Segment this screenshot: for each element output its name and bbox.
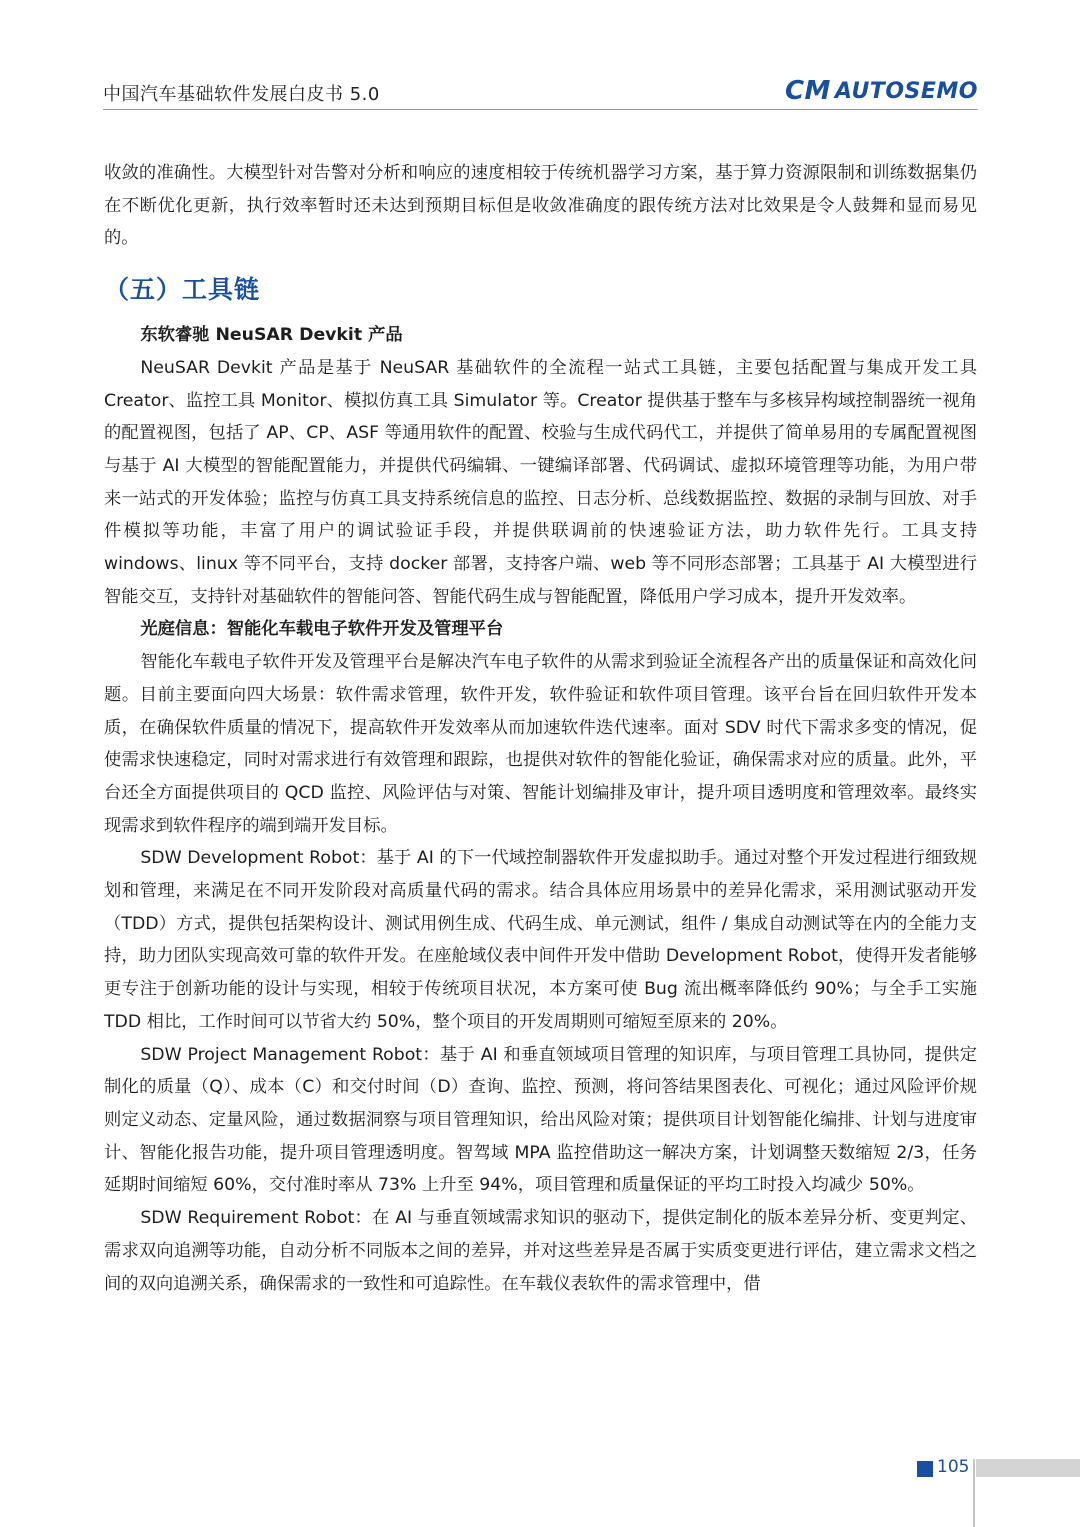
sub-heading-guangting: 光庭信息：智能化车载电子软件开发及管理平台	[140, 619, 504, 640]
paragraph-continuation: 收敛的准确性。大模型针对告警对分析和响应的速度相较于传统机器学习方案，基于算力资源限制和训练数据集仍在不断优化更新，执行效率暂时还未达到预期目标但是收敛准确度的跟传统方法对比效果是令人鼓舞和显而易见的。	[104, 163, 977, 249]
logo-text: AUTOSEMO	[834, 78, 978, 104]
page-number-marker	[917, 1461, 933, 1477]
section-heading: （五）工具链	[104, 275, 261, 305]
logo-mark: CM	[784, 76, 831, 106]
autosemo-logo	[785, 78, 978, 104]
footer-bar	[976, 1459, 1080, 1477]
page-header	[103, 76, 978, 110]
paragraph-development-robot: SDW Development Robot：基于 AI 的下一代域控制器软件开发虚拟助手。通过对整个开发过程进行细致规划和管理，来满足在不同开发阶段对高质量代码的需求。结合具体应用场景中的差异化需求，采用测试驱动开发（TDD）方式，提供包括架构设计、测试用例生成、代码生成、单元测试，组件 / 集成自动测试等在内的全能力支持，助力团队实现高效可靠的软件开发。在座舱域仪表中间件开发中借助 Development Robot，使得开发者能够更专注于创新功能的设计与实现，相较于传统项目状况，本方案可使 Bug 流出概率降低约 90%；与全手工实施 TDD 相比，工作时间可以节省大约 50%，整个项目的开发周期则可缩短至原来的 20%。	[104, 848, 977, 1032]
paragraph-project-management-robot: SDW Project Management Robot：基于 AI 和垂直领域项目管理的知识库，与项目管理工具协同，提供定制化的质量（Q）、成本（C）和交付时间（D）查询、监控、预测，将问答结果图表化、可视化；通过风险评价规则定义动态、定量风险，通过数据洞察与项目管理知识，给出风险对策；提供项目计划智能化编排、计划与进度审计、智能化报告功能，提升项目管理透明度。智驾域 MPA 监控借助这一解决方案，计划调整天数缩短 2/3，任务延期时间缩短 60%，交付准时率从 73% 上升至 94%，项目管理和质量保证的平均工时投入均减少 50%。	[104, 1044, 977, 1196]
paragraph-neusar: NeuSAR Devkit 产品是基于 NeuSAR 基础软件的全流程一站式工具链，主要包括配置与集成开发工具 Creator、监控工具 Monitor、模拟仿真工具 Simulator 等。Creator 提供基于整车与多核异构域控制器统一视角的配置视图，包括了 AP、CP、ASF 等通用软件的配置、校验与生成代码代工，并提供了简单易用的专属配置视图与基于 AI 大模型的智能配置能力，并提供代码编辑、一键编译部署、代码调试、虚拟环境管理等功能，为用户带来一站式的开发体验；监控与仿真工具支持系统信息的监控、日志分析、总线数据监控、数据的录制与回放、对手件模拟等功能，丰富了用户的调试验证手段，并提供联调前的快速验证方法，助力软件先行。工具支持 windows、linux 等不同平台，支持 docker 部署，支持客户端、web 等不同形态部署；工具基于 AI 大模型进行智能交互，支持针对基础软件的智能问答、智能代码生成与智能配置，降低用户学习成本，提升开发效率。	[104, 357, 977, 607]
header-title: 中国汽车基础软件发展白皮书 5.0	[103, 84, 380, 105]
sub-heading-neusar: 东软睿驰 NeuSAR Devkit 产品	[140, 325, 403, 346]
page-number: 105	[937, 1457, 970, 1477]
body-text	[104, 157, 977, 1300]
header-divider	[103, 109, 978, 110]
footer-vertical-rule	[973, 1459, 975, 1527]
paragraph-platform: 智能化车载电子软件开发及管理平台是解决汽车电子软件的从需求到验证全流程各产出的质量保证和高效化问题。目前主要面向四大场景：软件需求管理，软件开发，软件验证和软件项目管理。该平台旨在回归软件开发本质，在确保软件质量的情况下，提高软件开发效率从而加速软件迭代速率。面对 SDV 时代下需求多变的情况，促使需求快速稳定，同时对需求进行有效管理和跟踪，也提供对软件的智能化验证，确保需求对应的质量。此外，平台还全方面提供项目的 QCD 监控、风险评估与对策、智能计划编排及审计，提升项目透明度和管理效率。最终实现需求到软件程序的端到端开发目标。	[104, 652, 977, 836]
paragraph-requirement-robot: SDW Requirement Robot：在 AI 与垂直领域需求知识的驱动下，提供定制化的版本差异分析、变更判定、需求双向追溯等功能，自动分析不同版本之间的差异，并对这些差异是否属于实质变更进行评估，建立需求文档之间的双向追溯关系，确保需求的一致性和可追踪性。在车载仪表软件的需求管理中，借	[104, 1208, 977, 1294]
